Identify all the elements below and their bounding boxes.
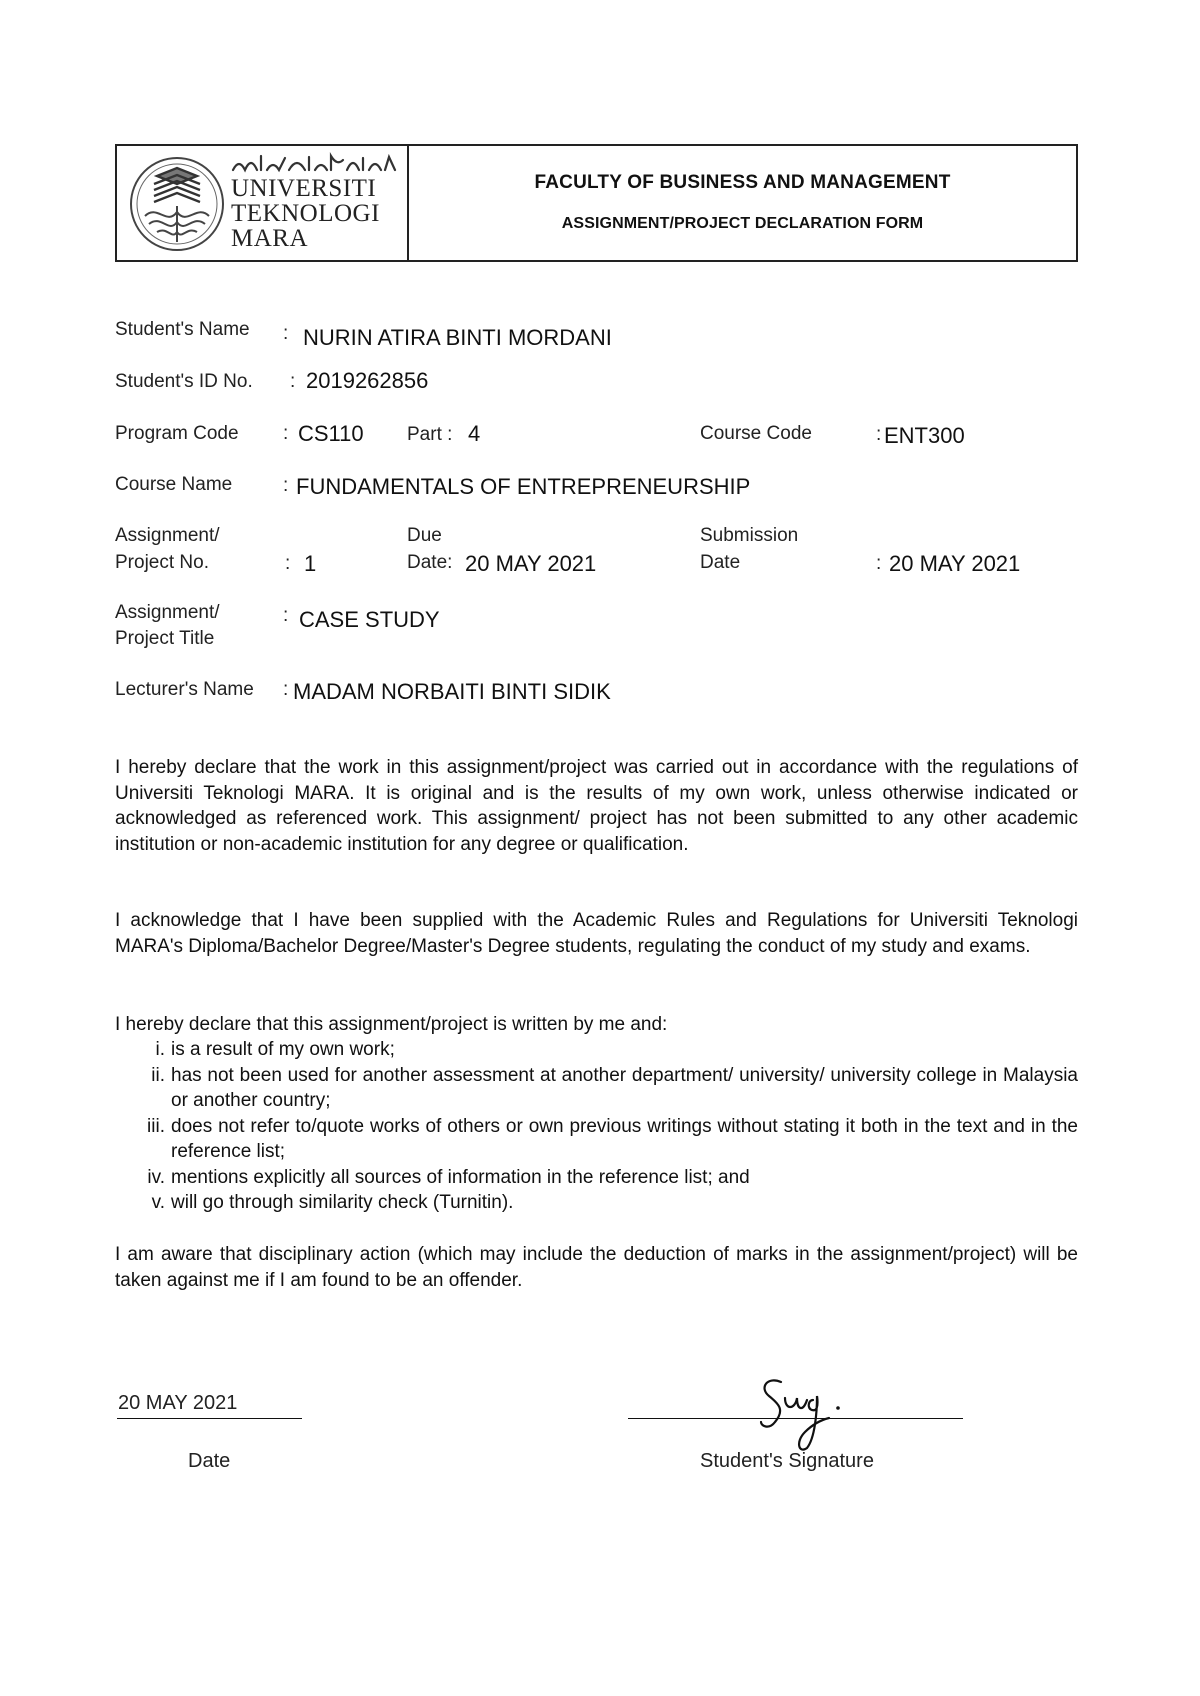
declaration-paragraph-3: I hereby declare that this assignment/project is written by me and: (115, 1014, 668, 1035)
student-id-value: 2019262856 (306, 368, 429, 393)
student-name-value: NURIN ATIRA BINTI MORDANI (303, 325, 612, 350)
declaration-paragraph-2: I acknowledge that I have been supplied with the Academic Rules and Regulations for Universiti Teknologi MARA's Diploma/Bachelor Degree/Master's Degree students, regulating the conduct of my study and exams. (115, 910, 1078, 957)
part-value: 4 (468, 421, 481, 446)
student-name-label: Student's Name (115, 319, 250, 340)
list-item (115, 1190, 1078, 1216)
signoff-date-value: 20 MAY 2021 (118, 1392, 238, 1414)
due-label-line2: Date: (407, 552, 453, 573)
list-item-number: v. (151, 1192, 165, 1213)
student-id-label: Student's ID No. (115, 371, 253, 392)
assignment-no-label-line1: Assignment/ (115, 525, 220, 546)
list-item (115, 1063, 1078, 1114)
project-title-label-line1: Assignment/ (115, 602, 220, 623)
colon: : (283, 475, 289, 496)
course-code-value: ENT300 (884, 423, 965, 448)
list-item-number: i. (155, 1039, 165, 1060)
student-signature-mark (755, 1372, 845, 1452)
part-label: Part : (407, 424, 453, 445)
list-item-text: mentions explicitly all sources of information in the reference list; and (171, 1166, 750, 1188)
list-item-text: is a result of my own work; (171, 1039, 395, 1060)
list-item-number: iv. (147, 1166, 165, 1188)
header-title-cell (409, 146, 1076, 260)
colon: : (876, 553, 882, 574)
program-code-label: Program Code (115, 423, 239, 444)
due-label-line1: Due (407, 525, 442, 546)
declaration-paragraph-4: I am aware that disciplinary action (which may include the deduction of marks in the assignment/project) will be taken against me if I am found to be an offender. (115, 1244, 1078, 1291)
uitm-emblem-icon (127, 154, 227, 254)
header-box (115, 144, 1078, 262)
assignment-no-value: 1 (304, 551, 317, 576)
course-code-label: Course Code (700, 423, 812, 444)
assignment-no-label-line2: Project No. (115, 552, 209, 573)
university-logo (117, 146, 409, 260)
lecturer-label: Lecturer's Name (115, 679, 254, 700)
list-item-text: does not refer to/quote works of others or own previous writings without stating it both in the text and in the reference list; (171, 1115, 1078, 1162)
logo-line-3: MARA (231, 225, 309, 252)
due-date-value: 20 MAY 2021 (465, 551, 597, 576)
jawi-script-logo (229, 152, 399, 176)
project-title-label-line2: Project Title (115, 628, 215, 649)
declaration-paragraph-1: I hereby declare that the work in this assignment/project was carried out in accordance with the regulations of Universiti Teknologi MARA. It is original and is the results of my own work, unless otherwise indicated or acknowledged as referenced work. This assignment/ project has not been submitted to any other academic institution or non-academic institution for any degree or qualification. (115, 757, 1078, 855)
faculty-title: FACULTY OF BUSINESS AND MANAGEMENT (534, 172, 951, 193)
list-item-number: ii. (151, 1064, 165, 1086)
colon: : (290, 371, 296, 392)
colon: : (876, 424, 882, 445)
program-code-value: CS110 (298, 421, 364, 446)
submission-label-line1: Submission (700, 525, 799, 546)
list-item-number: iii. (147, 1115, 165, 1137)
logo-line-1: UNIVERSITI (231, 175, 377, 202)
submission-label-line2: Date (700, 552, 741, 573)
form-title: ASSIGNMENT/PROJECT DECLARATION FORM (561, 215, 924, 232)
date-signature-line (117, 1418, 302, 1419)
course-name-label: Course Name (115, 474, 233, 495)
colon: : (283, 323, 289, 344)
colon: : (283, 423, 289, 444)
university-wordmark (231, 176, 380, 251)
student-signature-label: Student's Signature (700, 1450, 874, 1472)
logo-line-2: TEKNOLOGI (231, 200, 380, 227)
submission-date-value: 20 MAY 2021 (889, 551, 1021, 576)
list-item-text: has not been used for another assessment at another department/ university/ university college in Malaysia or another country; (171, 1064, 1078, 1111)
colon: : (285, 553, 291, 574)
declaration-list (115, 1037, 1078, 1216)
list-item-text: will go through similarity check (Turnitin). (171, 1192, 514, 1213)
list-item (115, 1165, 1078, 1191)
lecturer-value: MADAM NORBAITI BINTI SIDIK (293, 679, 611, 704)
colon: : (283, 679, 289, 700)
list-item (115, 1037, 1078, 1063)
colon: : (283, 605, 289, 626)
course-name-value: FUNDAMENTALS OF ENTREPRENEURSHIP (296, 474, 751, 499)
list-item (115, 1114, 1078, 1165)
date-label: Date (188, 1450, 231, 1472)
project-title-value: CASE STUDY (299, 607, 440, 632)
